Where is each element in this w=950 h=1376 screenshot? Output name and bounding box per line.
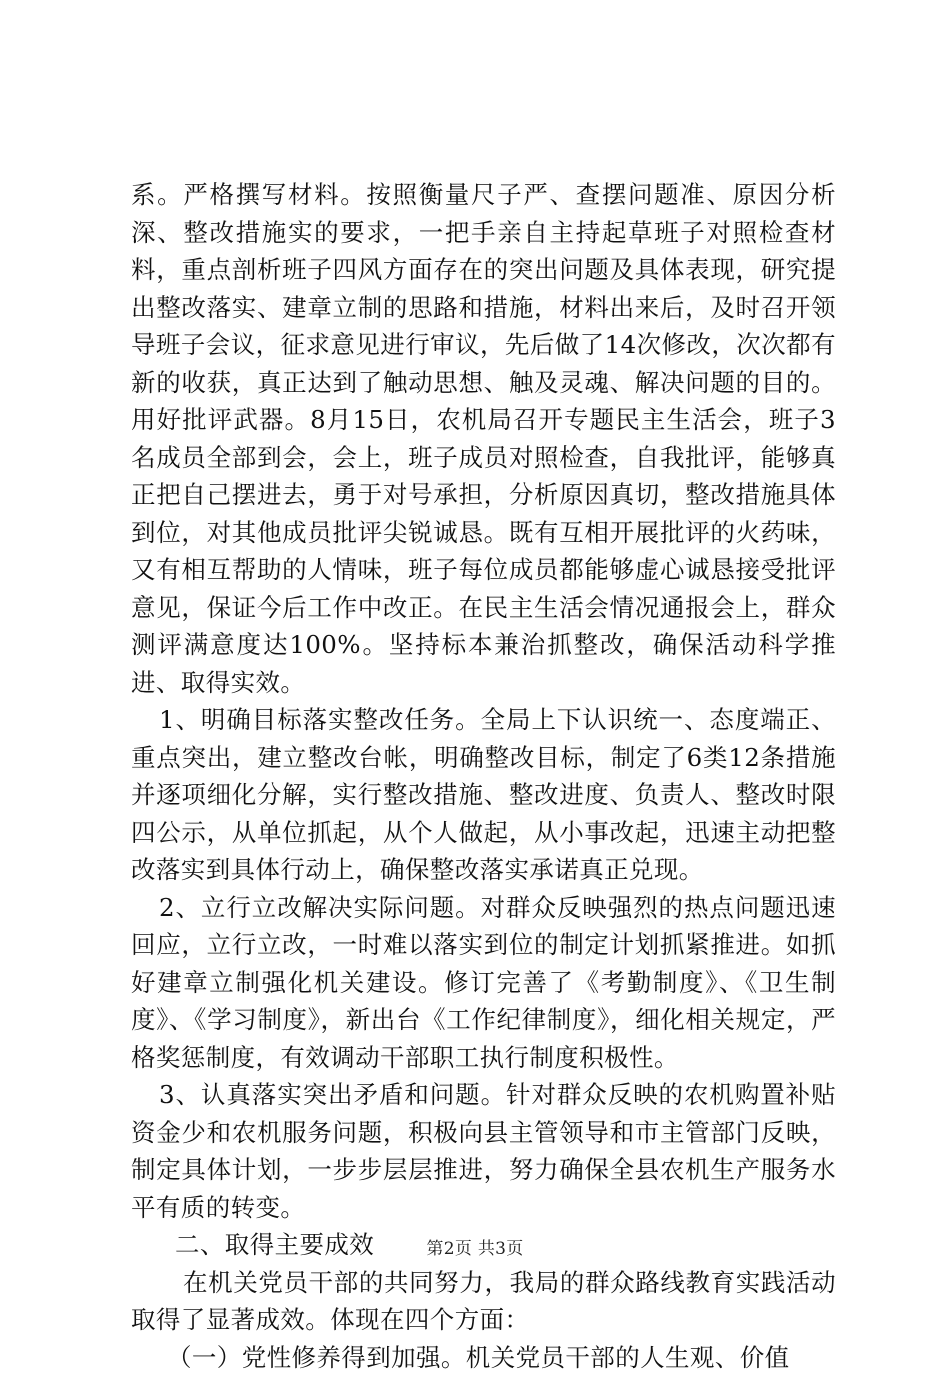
paragraph-rectification-materials: 系。严格撰写材料。按照衡量尺子严、查摆问题准、原因分析深、整改措施实的要求，一把手亲自主持起草班子对照检查材料，重点剖析班子四风方面存在的突出问题及具体表现，研究提出整改落实、建章立制的思路和措施，材料出来后，及时召开领导班子会议，征求意见进行审议，先后做了14次修改，次次都有新的收获，真正达到了触动思想、触及灵魂、解决问题的目的。用好批评武器。8月15日，农机局召开专题民主生活会，班子3名成员全部到会，会上，班子成员对照检查，自我批评，能够真正把自己摆进去，勇于对号承担，分析原因真切，整改措施具体到位，对其他成员批评尖锐诚恳。既有互相开展批评的火药味，又有相互帮助的人情味，班子每位成员都能够虚心诚恳接受批评意见，保证今后工作中改正。在民主生活会情况通报会上，群众测评满意度达100%。坚持标本兼治抓整改，确保活动科学推进、取得实效。 bbox=[131, 176, 836, 701]
page-number-footer: 第2页 共3页 bbox=[0, 1234, 950, 1259]
paragraph-item-1: 1、明确目标落实整改任务。全局上下认识统一、态度端正、重点突出，建立整改台帐，明确整改目标，制定了6类12条措施并逐项细化分解，实行整改措施、整改进度、负责人、整改时限四公示，从单位抓起，从个人做起，从小事改起，迅速主动把整改落实到具体行动上，确保整改落实承诺真正兑现。 bbox=[131, 701, 836, 889]
paragraph-item-3: 3、认真落实突出矛盾和问题。针对群众反映的农机购置补贴资金少和农机服务问题，积极向县主管领导和市主管部门反映，制定具体计划，一步步层层推进，努力确保全县农机生产服务水平有质的转变。 bbox=[131, 1076, 836, 1226]
paragraph-item-2: 2、立行立改解决实际问题。对群众反映强烈的热点问题迅速回应，立行立改，一时难以落实到位的制定计划抓紧推进。如抓好建章立制强化机关建设。修订完善了《考勤制度》、《卫生制度》、《学习制度》，新出台《工作纪律制度》，细化相关规定，严格奖惩制度，有效调动干部职工执行制度积极性。 bbox=[131, 889, 836, 1077]
paragraph-achievements-intro: 在机关党员干部的共同努力，我局的群众路线教育实践活动取得了显著成效。体现在四个方面： bbox=[131, 1264, 836, 1339]
paragraph-party-spirit: （一）党性修养得到加强。机关党员干部的人生观、价值 bbox=[131, 1339, 836, 1376]
section-heading-achievements: 二、取得主要成效 bbox=[131, 1226, 836, 1264]
document-body bbox=[131, 176, 836, 1376]
